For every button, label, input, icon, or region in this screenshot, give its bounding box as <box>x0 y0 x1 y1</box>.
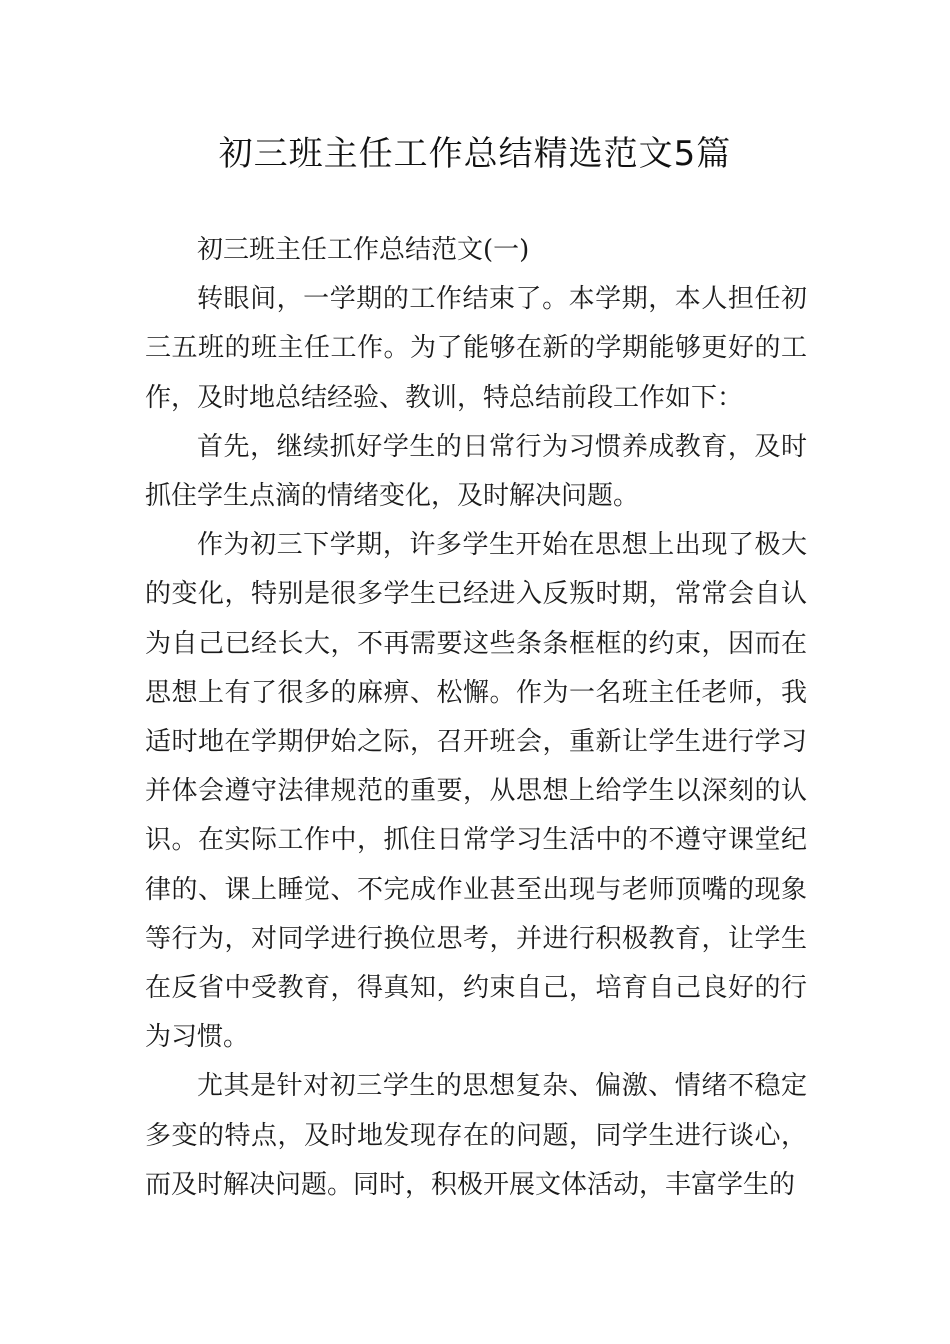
paragraph: 转眼间，一学期的工作结束了。本学期，本人担任初三五班的班主任工作。为了能够在新的学期能够更好的工作，及时地总结经验、教训，特总结前段工作如下： <box>145 284 807 413</box>
paragraph: 尤其是针对初三学生的思想复杂、偏激、情绪不稳定多变的特点，及时地发现存在的问题，同学生进行谈心，而及时解决问题。同时，积极开展文体活动，丰富学生的 <box>145 1071 807 1200</box>
paragraph: 作为初三下学期，许多学生开始在思想上出现了极大的变化，特别是很多学生已经进入反叛时期，常常会自认为自己已经长大，不再需要这些条条框框的约束，因而在思想上有了很多的麻痹、松懈。作为一名班主任老师，我适时地在学期伊始之际，召开班会，重新让学生进行学习并体会遵守法律规范的重要，从思想上给学生以深刻的认识。在实际工作中，抓住日常学习生活中的不遵守课堂纪律的、课上睡觉、不完成作业甚至出现与老师顶嘴的现象等行为，对同学进行换位思考，并进行积极教育，让学生在反省中受教育，得真知，约束自己，培育自己良好的行为习惯。 <box>145 530 807 1053</box>
section-heading: 初三班主任工作总结范文(一) <box>197 235 530 265</box>
document-body <box>145 226 807 1210</box>
document-title: 初三班主任工作总结精选范文5篇 <box>218 134 732 174</box>
paragraph: 首先，继续抓好学生的日常行为习惯养成教育，及时抓住学生点滴的情绪变化，及时解决问题。 <box>145 431 807 512</box>
